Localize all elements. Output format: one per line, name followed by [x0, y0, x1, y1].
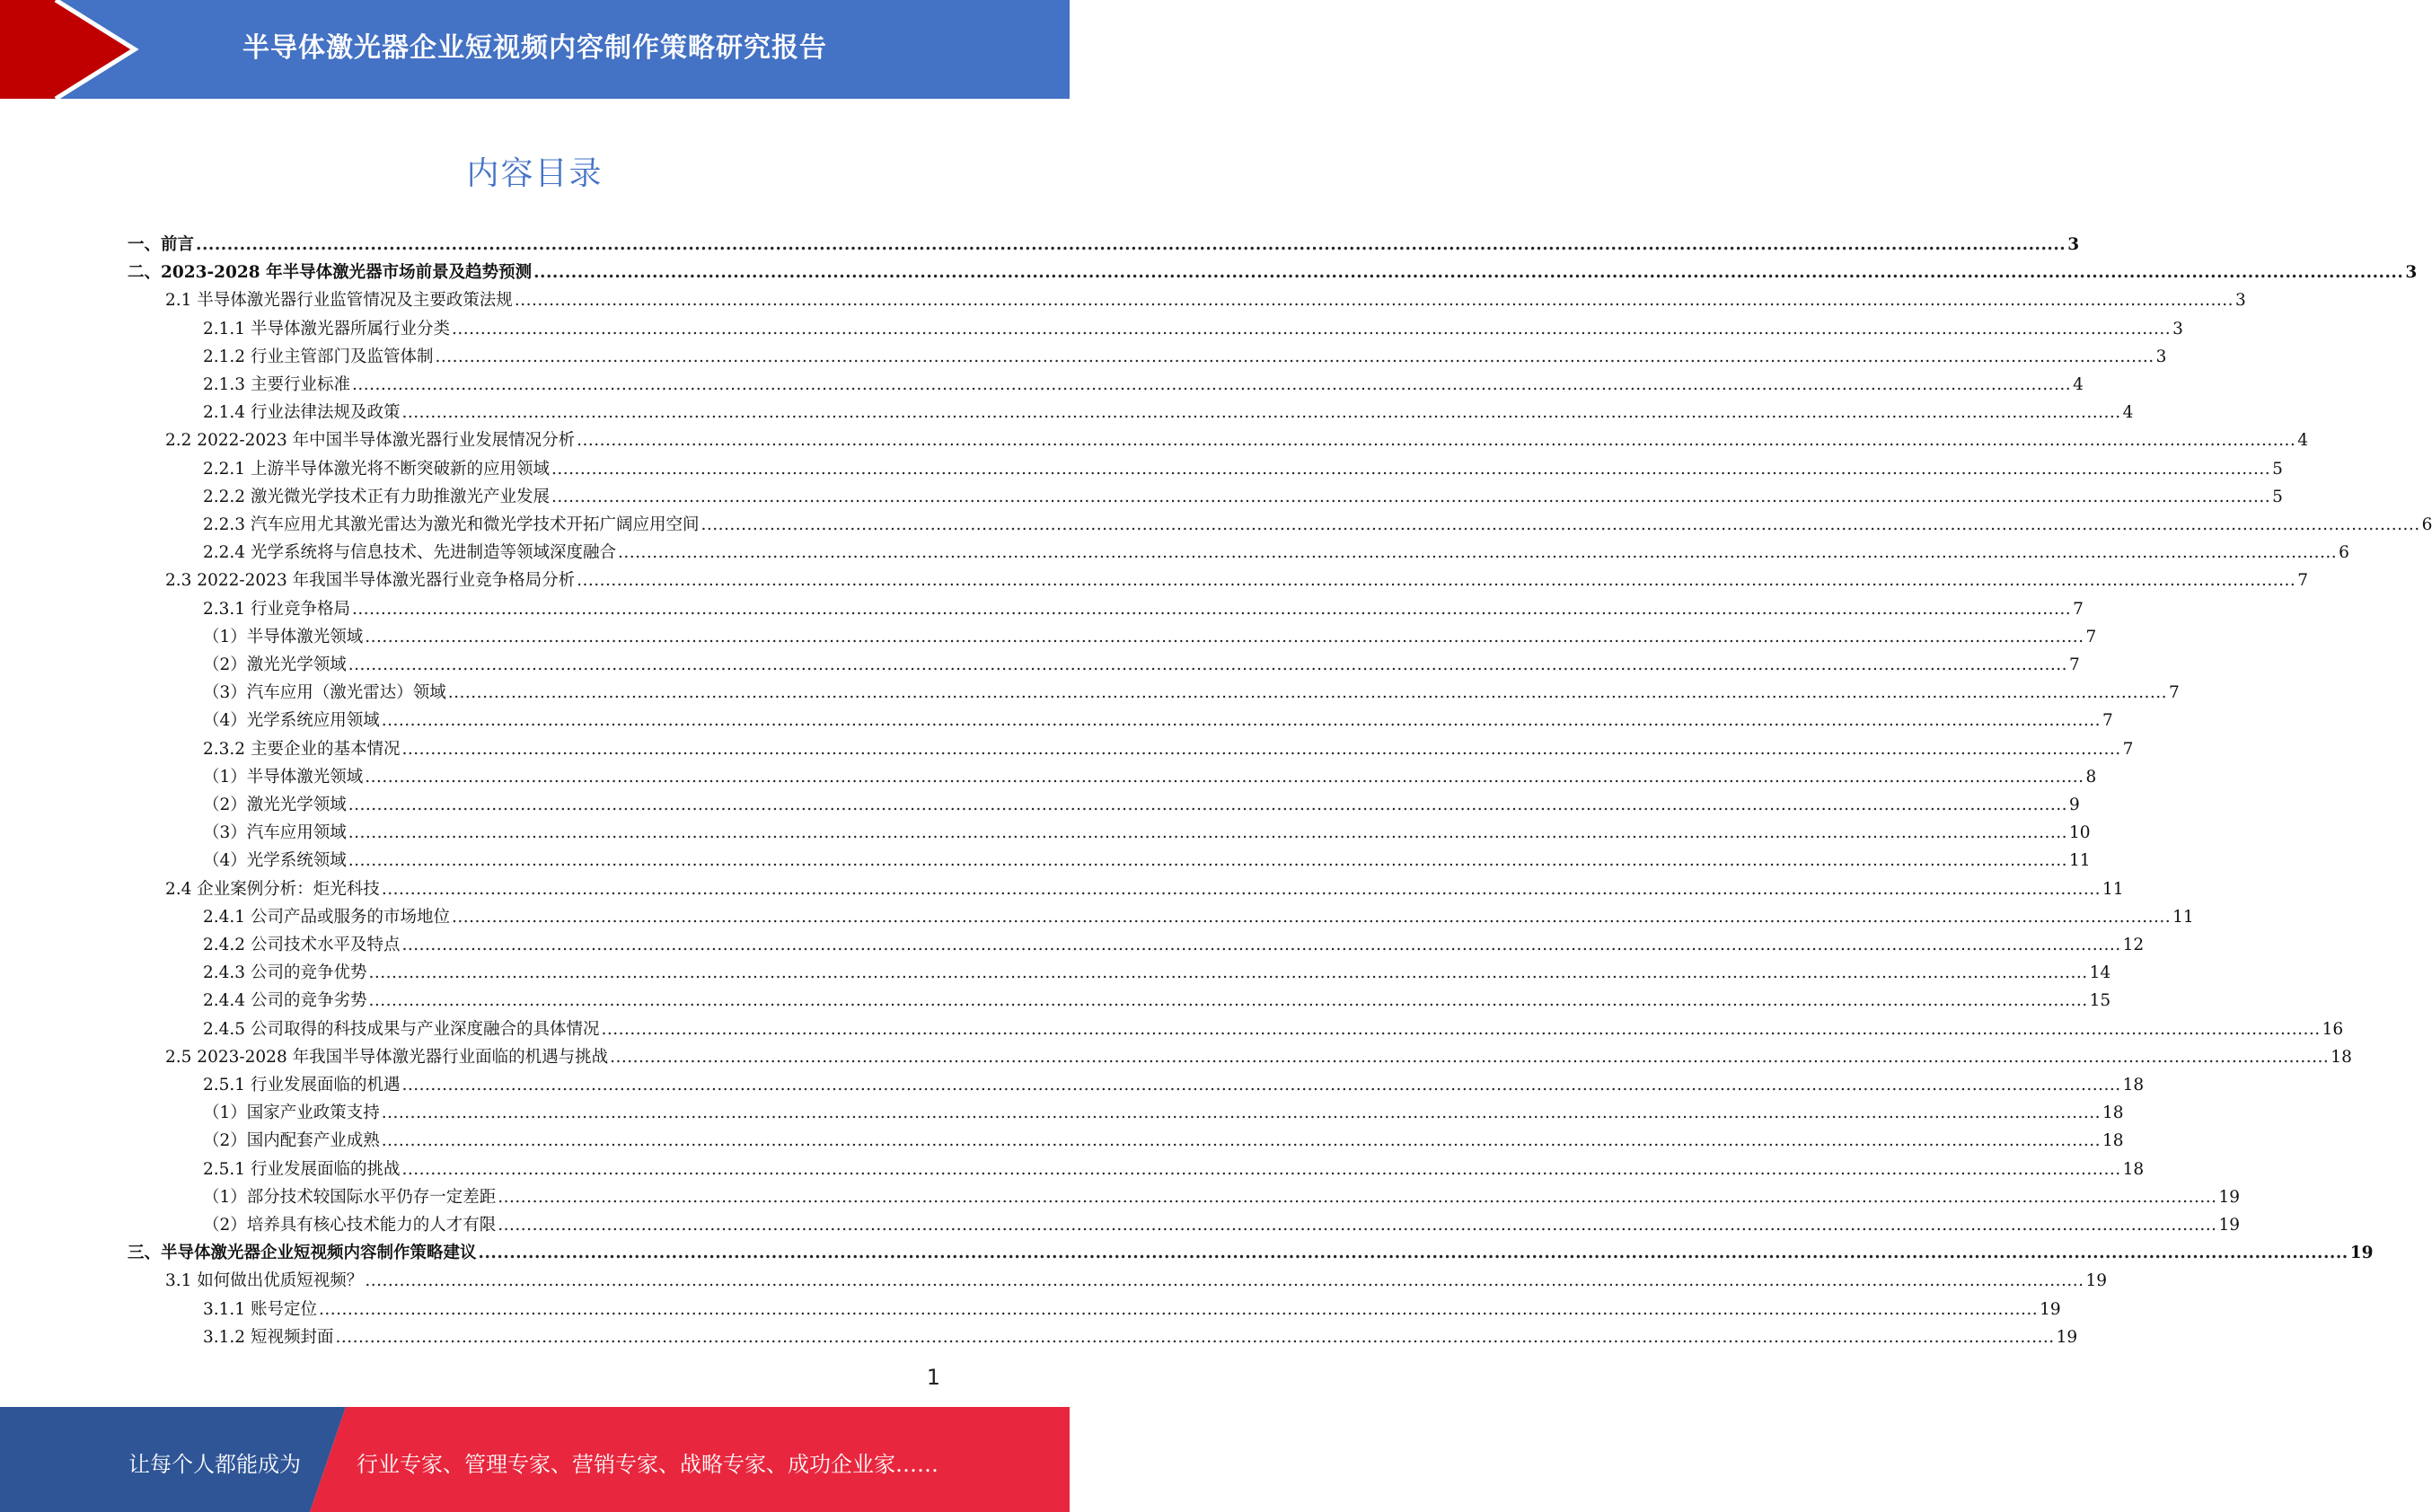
toc-leader-dots: ............................................................................................................................................................................................................................................................................................................	[368, 991, 2088, 1011]
toc-entry[interactable]	[203, 620, 2097, 647]
toc-entry[interactable]	[203, 1068, 2145, 1095]
toc-entry-label: 2.1.2 行业主管部门及监管体制	[203, 347, 434, 366]
toc-leader-dots: ............................................................................................................................................................................................................................................................................................................	[318, 1299, 2039, 1319]
toc-entry-page: 19	[2040, 1299, 2061, 1319]
toc-leader-dots: ............................................................................................................................................................................................................................................................................................................	[401, 1076, 2121, 1094]
toc-entry-label: （2）国内配套产业成熟	[203, 1131, 380, 1151]
page-number: 1	[926, 1365, 940, 1390]
toc-entry-page: 15	[2089, 991, 2111, 1011]
toc-entry[interactable]	[203, 900, 2194, 927]
toc-entry-label: （4）光学系统应用领域	[203, 711, 380, 731]
toc-entry[interactable]	[203, 1095, 2124, 1123]
toc-entry[interactable]	[203, 732, 2134, 760]
toc-leader-dots: ............................................................................................................................................................................................................................................................................................................	[478, 1244, 2348, 1263]
toc-leader-dots: ............................................................................................................................................................................................................................................................................................................	[381, 711, 2101, 731]
toc-leader-dots: ............................................................................................................................................................................................................................................................................................................	[617, 543, 2338, 563]
toc-entry-page: 11	[2172, 907, 2194, 927]
toc-entry-page: 6	[2339, 543, 2349, 563]
toc-leader-dots: ............................................................................................................................................................................................................................................................................................................	[551, 459, 2271, 479]
footer-banner	[0, 1407, 1070, 1512]
toc-entry-label: （1）国家产业政策支持	[203, 1103, 380, 1123]
toc-leader-dots: ............................................................................................................................................................................................................................................................................................................	[335, 1327, 2055, 1347]
toc-leader-dots: ............................................................................................................................................................................................................................................................................................................	[348, 851, 2067, 871]
toc-entry-label: 2.5 2023-2028 年我国半导体激光器行业面临的机遇与挑战	[165, 1047, 609, 1067]
toc-leader-dots: ............................................................................................................................................................................................................................................................................................................	[401, 936, 2121, 954]
toc-entry[interactable]	[203, 535, 2349, 563]
toc-entry-label: （4）光学系统领域	[203, 851, 347, 871]
toc-entry-label: 一、前言	[128, 235, 195, 254]
toc-entry-page: 19	[2056, 1327, 2078, 1347]
toc-leader-dots: ............................................................................................................................................................................................................................................................................................................	[351, 599, 2072, 619]
toc-entry-page: 18	[2331, 1047, 2352, 1067]
toc-entry-label: 2.2.1 上游半导体激光将不断突破新的应用领域	[203, 459, 550, 479]
toc-leader-dots: ............................................................................................................................................................................................................................................................................................................	[381, 1131, 2101, 1151]
toc-entry-page: 19	[2085, 1271, 2108, 1291]
toc-entry-page: 3	[2155, 347, 2167, 366]
toc-entry[interactable]	[203, 760, 2097, 787]
toc-entry-page: 7	[2297, 571, 2309, 591]
toc-entry[interactable]	[203, 395, 2134, 423]
toc-entry-label: （2）培养具有核心技术能力的人才有限	[203, 1216, 497, 1235]
toc-leader-dots: ............................................................................................................................................................................................................................................................................................................	[577, 431, 2296, 451]
toc-entry-label: 2.4.4 公司的竞争劣势	[203, 991, 367, 1011]
toc-entry-page: 10	[2068, 823, 2091, 843]
toc-entry-label: （2）激光光学领域	[203, 655, 347, 674]
toc-entry-page: 8	[2085, 767, 2097, 787]
toc-leader-dots: ............................................................................................................................................................................................................................................................................................................	[498, 1216, 2217, 1235]
header-arrow-icon	[0, 0, 144, 99]
toc-entry[interactable]	[203, 675, 2180, 703]
toc-entry[interactable]	[203, 1152, 2145, 1180]
toc-entry-label: 2.1.3 主要行业标准	[203, 375, 350, 394]
toc-entry[interactable]	[128, 255, 2418, 283]
toc-leader-dots: ............................................................................................................................................................................................................................................................................................................	[577, 571, 2296, 591]
toc-leader-dots: ............................................................................................................................................................................................................................................................................................................	[601, 1019, 2321, 1039]
toc-entry[interactable]	[203, 479, 2283, 507]
toc-entry-page: 12	[2122, 936, 2145, 954]
toc-entry[interactable]	[165, 1040, 2352, 1068]
toc-entry[interactable]	[165, 563, 2309, 591]
toc-entry[interactable]	[203, 1208, 2241, 1235]
toc-entry-label: 2.3.1 行业竞争格局	[203, 599, 350, 619]
footer-slogan-roles: 行业专家、管理专家、营销专家、战略专家、成功企业家……	[357, 1452, 938, 1477]
toc-entry[interactable]	[128, 227, 2080, 255]
toc-leader-dots: ............................................................................................................................................................................................................................................................................................................	[610, 1047, 2330, 1067]
toc-entry-page: 14	[2089, 963, 2111, 983]
toc-entry[interactable]	[203, 1012, 2344, 1040]
toc-entry[interactable]	[203, 367, 2084, 395]
toc-entry[interactable]	[203, 703, 2113, 731]
toc-leader-dots: ............................................................................................................................................................................................................................................................................................................	[533, 263, 2404, 283]
toc-entry-label: 2.2 2022-2023 年中国半导体激光器行业发展情况分析	[165, 431, 576, 451]
toc-entry-label: 2.1.1 半导体激光器所属行业分类	[203, 319, 450, 338]
toc-entry-page: 19	[2349, 1244, 2374, 1263]
toc-entry[interactable]	[203, 955, 2111, 983]
toc-entry-label: （1）半导体激光领域	[203, 767, 364, 787]
toc-leader-dots: ............................................................................................................................................................................................................................................................................................................	[451, 907, 2172, 927]
toc-entry-label: 2.4.2 公司技术水平及特点	[203, 936, 401, 954]
toc-entry-label: 3.1 如何做出优质短视频？	[165, 1271, 364, 1291]
toc-leader-dots: ............................................................................................................................................................................................................................................................................................................	[401, 739, 2121, 759]
toc-entry[interactable]	[203, 1180, 2241, 1208]
toc-leader-dots: ............................................................................................................................................................................................................................................................................................................	[551, 487, 2271, 506]
toc-entry-page: 7	[2102, 711, 2113, 731]
toc-entry[interactable]	[128, 1235, 2374, 1263]
toc-entry[interactable]	[165, 423, 2309, 451]
toc-entry-page: 18	[2102, 1103, 2124, 1123]
toc-leader-dots: ............................................................................................................................................................................................................................................................................................................	[351, 375, 2072, 394]
toc-entry-label: 2.3.2 主要企业的基本情况	[203, 739, 401, 759]
toc-entry-label: （3）汽车应用（激光雷达）领域	[203, 683, 446, 703]
footer-slogan-lead: 让每个人都能成为	[128, 1452, 301, 1477]
toc-entry[interactable]	[203, 452, 2283, 479]
toc-entry-label: 2.2.3 汽车应用尤其激光雷达为激光和微光学技术开拓广阔应用空间	[203, 515, 700, 534]
toc-entry[interactable]	[203, 927, 2145, 955]
toc-entry-label: 2.5.1 行业发展面临的挑战	[203, 1159, 401, 1179]
toc-entry-page: 18	[2102, 1131, 2124, 1151]
toc-entry[interactable]	[165, 283, 2246, 311]
toc-entry-label: 2.4 企业案例分析：炬光科技	[165, 879, 380, 899]
toc-entry-page: 4	[2297, 431, 2309, 451]
toc-entry-page: 3	[2405, 263, 2418, 283]
header-band	[0, 0, 1070, 99]
toc-entry-page: 4	[2073, 375, 2084, 394]
toc-entry-page: 5	[2272, 459, 2283, 479]
toc-entry-page: 11	[2068, 851, 2091, 871]
toc-leader-dots: ............................................................................................................................................................................................................................................................................................................	[348, 823, 2067, 843]
toc-entry-page: 7	[2068, 655, 2080, 674]
toc-entry-label: 2.5.1 行业发展面临的机遇	[203, 1076, 401, 1094]
toc-entry-page: 7	[2168, 683, 2180, 703]
toc-leader-dots: ............................................................................................................................................................................................................................................................................................................	[401, 1159, 2121, 1179]
toc-entry[interactable]	[203, 592, 2084, 620]
toc-entry-label: 三、半导体激光器企业短视频内容制作策略建议	[128, 1244, 477, 1263]
toc-entry-page: 9	[2068, 796, 2080, 814]
toc-leader-dots: ............................................................................................................................................................................................................................................................................................................	[701, 515, 2420, 534]
toc-entry-page: 7	[2122, 739, 2134, 759]
toc-entry-label: （2）激光光学领域	[203, 796, 347, 814]
toc-entry[interactable]	[203, 843, 2091, 871]
toc-entry[interactable]	[203, 507, 2432, 535]
toc-leader-dots: ............................................................................................................................................................................................................................................................................................................	[447, 683, 2167, 703]
toc-leader-dots: ............................................................................................................................................................................................................................................................................................................	[365, 627, 2084, 646]
toc-entry-page: 7	[2085, 627, 2097, 646]
toc-leader-dots: ............................................................................................................................................................................................................................................................................................................	[368, 963, 2088, 983]
toc-leader-dots: ............................................................................................................................................................................................................................................................................................................	[498, 1187, 2217, 1207]
toc-entry-label: 二、2023-2028 年半导体激光器市场前景及趋势预测	[128, 263, 533, 283]
toc-entry-label: （1）半导体激光领域	[203, 627, 364, 646]
toc-leader-dots: ............................................................................................................................................................................................................................................................................................................	[365, 1271, 2084, 1291]
toc-entry-label: （3）汽车应用领域	[203, 823, 347, 843]
toc-entry-label: 2.1 半导体激光器行业监管情况及主要政策法规	[165, 291, 513, 311]
toc-entry[interactable]	[203, 339, 2167, 367]
toc-entry-page: 3	[2172, 319, 2183, 338]
toc-leader-dots: ............................................................................................................................................................................................................................................................................................................	[196, 235, 2066, 254]
toc-entry-label: 2.1.4 行业法律法规及政策	[203, 403, 401, 423]
toc-leader-dots: ............................................................................................................................................................................................................................................................................................................	[365, 767, 2084, 787]
toc-heading: 内容目录	[466, 155, 604, 192]
toc-entry-page: 6	[2421, 515, 2432, 534]
toc-entry-label: 2.2.4 光学系统将与信息技术、先进制造等领域深度融合	[203, 543, 616, 563]
report-title: 半导体激光器企业短视频内容制作策略研究报告	[242, 32, 827, 64]
toc-entry-label: 2.4.5 公司取得的科技成果与产业深度融合的具体情况	[203, 1019, 600, 1039]
toc-leader-dots: ............................................................................................................................................................................................................................................................................................................	[348, 796, 2067, 814]
toc-entry[interactable]	[203, 647, 2080, 675]
toc-entry[interactable]	[203, 1123, 2124, 1151]
toc-entry[interactable]	[203, 1320, 2078, 1348]
toc-entry[interactable]	[203, 1292, 2061, 1320]
toc-entry-page: 18	[2122, 1159, 2145, 1179]
toc-entry-page: 11	[2102, 879, 2124, 899]
toc-leader-dots: ............................................................................................................................................................................................................................................................................................................	[381, 1103, 2101, 1123]
toc-entry-page: 7	[2073, 599, 2084, 619]
toc-entry-page: 3	[2235, 291, 2246, 311]
toc-entry-page: 18	[2122, 1076, 2145, 1094]
toc-entry-label: 2.4.3 公司的竞争优势	[203, 963, 367, 983]
toc-entry[interactable]	[203, 787, 2080, 815]
toc-entry-page: 19	[2218, 1216, 2241, 1235]
toc-leader-dots: ............................................................................................................................................................................................................................................................................................................	[401, 403, 2121, 423]
toc-entry[interactable]	[203, 815, 2091, 843]
toc-entry-page: 19	[2218, 1187, 2241, 1207]
toc-entry-label: 2.4.1 公司产品或服务的市场地位	[203, 907, 450, 927]
toc-entry[interactable]	[165, 1263, 2108, 1291]
toc-entry-page: 4	[2122, 403, 2134, 423]
toc-entry[interactable]	[165, 872, 2124, 900]
toc-entry[interactable]	[203, 983, 2111, 1011]
toc-entry-label: （1）部分技术较国际水平仍存一定差距	[203, 1187, 497, 1207]
toc-entry[interactable]	[203, 312, 2183, 339]
toc-entry-page: 16	[2322, 1019, 2344, 1039]
toc-entry-label: 2.2.2 激光微光学技术正有力助推激光产业发展	[203, 487, 550, 506]
toc-entry-label: 3.1.2 短视频封面	[203, 1327, 334, 1347]
toc-entry-label: 3.1.1 账号定位	[203, 1299, 317, 1319]
toc-entry-label: 2.3 2022-2023 年我国半导体激光器行业竞争格局分析	[165, 571, 576, 591]
toc-leader-dots: ............................................................................................................................................................................................................................................................................................................	[381, 879, 2101, 899]
toc-leader-dots: ............................................................................................................................................................................................................................................................................................................	[435, 347, 2154, 366]
toc-leader-dots: ............................................................................................................................................................................................................................................................................................................	[348, 655, 2067, 674]
toc-leader-dots: ............................................................................................................................................................................................................................................................................................................	[514, 291, 2234, 311]
toc-entry-page: 3	[2067, 235, 2080, 254]
toc-entry-page: 5	[2272, 487, 2283, 506]
toc-leader-dots: ............................................................................................................................................................................................................................................................................................................	[451, 319, 2172, 338]
